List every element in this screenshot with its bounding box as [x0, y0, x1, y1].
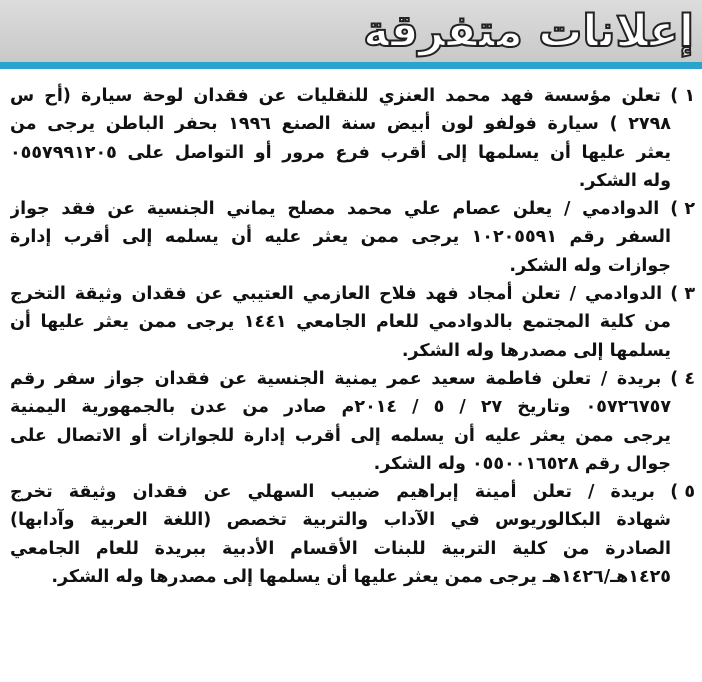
- classified-ad: [10, 195, 695, 280]
- ad-line: [10, 82, 695, 110]
- ad-text: من كلية المجتمع بالدوادمي للعام الجامعي ١٤٤١ يرجى ممن يعثر عليها أن: [10, 312, 671, 333]
- ad-line: [10, 478, 695, 506]
- header-divider: [0, 62, 702, 69]
- ad-text: ٠٥٧٢٦٧٥٧ وتاريخ ٢٧ / ٥ / ٢٠١٤م صادر من عدن بالجمهورية اليمنية: [10, 397, 672, 418]
- classified-ad: [10, 82, 695, 195]
- ad-line: [10, 167, 695, 195]
- ad-text: جوازات وله الشكر.: [509, 255, 671, 276]
- ad-text: يرجى ممن يعثر عليه أن يسلمه إلى أقرب إدارة للجوازات أو الاتصال على: [10, 425, 671, 446]
- ad-number: ٣ ): [670, 284, 695, 305]
- ad-line: [10, 223, 695, 251]
- ad-line: [10, 280, 695, 308]
- ad-text: وله الشكر.: [578, 170, 671, 191]
- ad-line: [10, 252, 695, 280]
- classified-ad: [10, 365, 695, 478]
- ad-text: جوال رقم ٠٥٥٠٠١٦٥٢٨ وله الشكر.: [373, 453, 671, 474]
- ad-text: بريدة / تعلن فاطمة سعيد عمر يمنية الجنسية عن فقدان جواز سفر رقم: [10, 368, 662, 389]
- ad-text: تعلن مؤسسة فهد محمد العنزي للنقليات عن فقدان لوحة سيارة (أح س: [10, 86, 661, 106]
- ad-number: ٤ ): [670, 368, 695, 389]
- ad-text: الصادرة من كلية التربية للبنات الأقسام الأدبية ببريدة للعام الجامعي: [10, 538, 671, 559]
- section-title: إعلانات متفرقة: [363, 6, 694, 57]
- ad-number: ١ ): [670, 86, 695, 106]
- ad-text: ٢٧٩٨ ) سيارة فولفو لون أبيض سنة الصنع ١٩٩٦ بحفر الباطن يرجى من: [10, 114, 671, 135]
- ad-line: [10, 337, 695, 365]
- ad-line: [10, 308, 695, 336]
- ad-line: [10, 535, 695, 563]
- ad-line: [10, 450, 695, 478]
- ad-line: [10, 506, 695, 534]
- ad-number: ٥ ): [670, 482, 695, 503]
- ad-text: شهادة البكالوريوس في الآداب والتربية تخصص (اللغة العربية وآدابها): [10, 510, 671, 531]
- ad-text: ١٤٢٥هـ/١٤٢٦هـ يرجى ممن يعثر عليها أن يسلمها إلى مصدرها وله الشكر.: [51, 567, 671, 588]
- classified-ads-list: [10, 82, 695, 591]
- ad-line: [10, 365, 695, 393]
- ad-text: الدوادمي / يعلن عصام علي محمد مصلح يماني الجنسية عن فقد جواز: [10, 199, 660, 220]
- ad-text: يعثر عليها أن يسلمها إلى أقرب فرع مرور أو التواصل على ٠٥٥٧٩٩١٢٠٥: [10, 142, 671, 163]
- section-header: [0, 0, 702, 62]
- ad-line: [10, 139, 695, 167]
- ad-line: [10, 563, 695, 591]
- ad-line: [10, 195, 695, 223]
- ad-text: السفر رقم ١٠٢٠٥٥٩١ يرجى ممن يعثر عليه أن يسلمه إلى أقرب إدارة: [10, 227, 671, 248]
- ad-text: يسلمها إلى مصدرها وله الشكر.: [401, 340, 671, 361]
- classified-ad: [10, 280, 695, 365]
- classified-ad: [10, 478, 695, 591]
- ad-line: [10, 393, 695, 421]
- ad-line: [10, 110, 695, 138]
- ad-number: ٢ ): [670, 199, 695, 220]
- ad-line: [10, 422, 695, 450]
- ad-text: الدوادمي / تعلن أمجاد فهد فلاح العازمي العتيبي عن فقدان وثيقة التخرج: [10, 284, 663, 305]
- ad-text: بريدة / تعلن أمينة إبراهيم ضبيب السهلي عن فقدان وثيقة تخرج: [10, 482, 655, 503]
